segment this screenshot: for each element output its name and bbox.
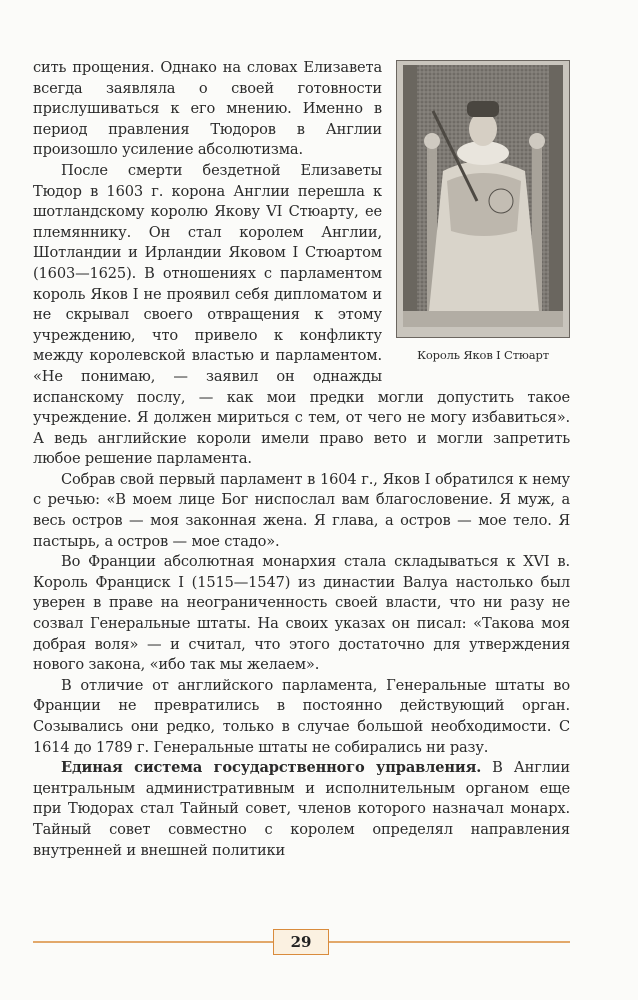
page-footer [33,929,570,955]
footer-rule-left [33,941,273,943]
paragraph-5: В отличие от английского парламента, Генеральные штаты во Франции не превратились в постоянно действующий орган. Созывались они редко, только в случае большой необходимости. С 1614 до 1789 г. Генеральные штаты не собирались ни разу. [33,676,570,756]
section-text: В Англии центральным административным и исполнительным органом еще при Тюдорах стал Тайный совет, членов которого назначал монарх. Тайный совет совместно с королем определял направления внутренней и внешней политики [33,759,570,859]
paragraph-2: После смерти бездетной Елизаветы Тюдор в 1603 г. корона Англии перешла к шотландскому королю Якову VI Стюарту, ее племяннику. Он стал королем Англии, Шотландии и Ирландии Яковом I Стюартом (1603—1625). В отношениях с парламентом король Яков I не проявил себя дипломатом и не скрывал своего отвращения к этому учреждению, что привело к конфликту между королевской властью и парламентом. «Не понимаю, — заявил он однажды испанскому послу, — как мои предки могли допустить такое учреждение. Я должен мириться с тем, от чего не могу избавиться». А ведь английские короли имели право вето и могли запретить любое решение парламента. [33,161,570,468]
page-body [33,58,570,861]
page-number: 29 [273,929,329,955]
portrait-figure [396,60,570,363]
portrait-image-king-james [396,60,570,338]
paragraph-1: сить прощения. Однако на словах Елизавета всегда заявляла о своей готовности прислушиваться к его мнению. Именно в период правления Тюдоров в Англии произошло усиление абсолютизма. [33,59,382,159]
portrait-engraving-icon [397,61,569,337]
paragraph-4: Во Франции абсолютная монархия стала складываться к XVI в. Король Франциск I (1515—1547) из династии Валуа настолько был уверен в праве на неограниченность своей власти, что ни разу не созвал Генеральные штаты. На своих указах он писал: «Такова моя добрая воля» — и считал, что этого достаточно для утверждения нового закона, «ибо так мы желаем». [33,553,570,674]
paragraph-6 [33,758,570,861]
paragraph-3: Собрав свой первый парламент в 1604 г., Яков I обратился к нему с речью: «В моем лице Бог ниспослал вам благословение. Я муж, а весь остров — моя законная жена. Я глава, а остров — мое тело. Я пастырь, а остров — мое стадо». [33,470,570,550]
section-heading: Единая система государственного управления. [61,759,482,777]
footer-rule-right [329,941,570,943]
figure-caption: Король Яков I Стюарт [417,348,549,362]
